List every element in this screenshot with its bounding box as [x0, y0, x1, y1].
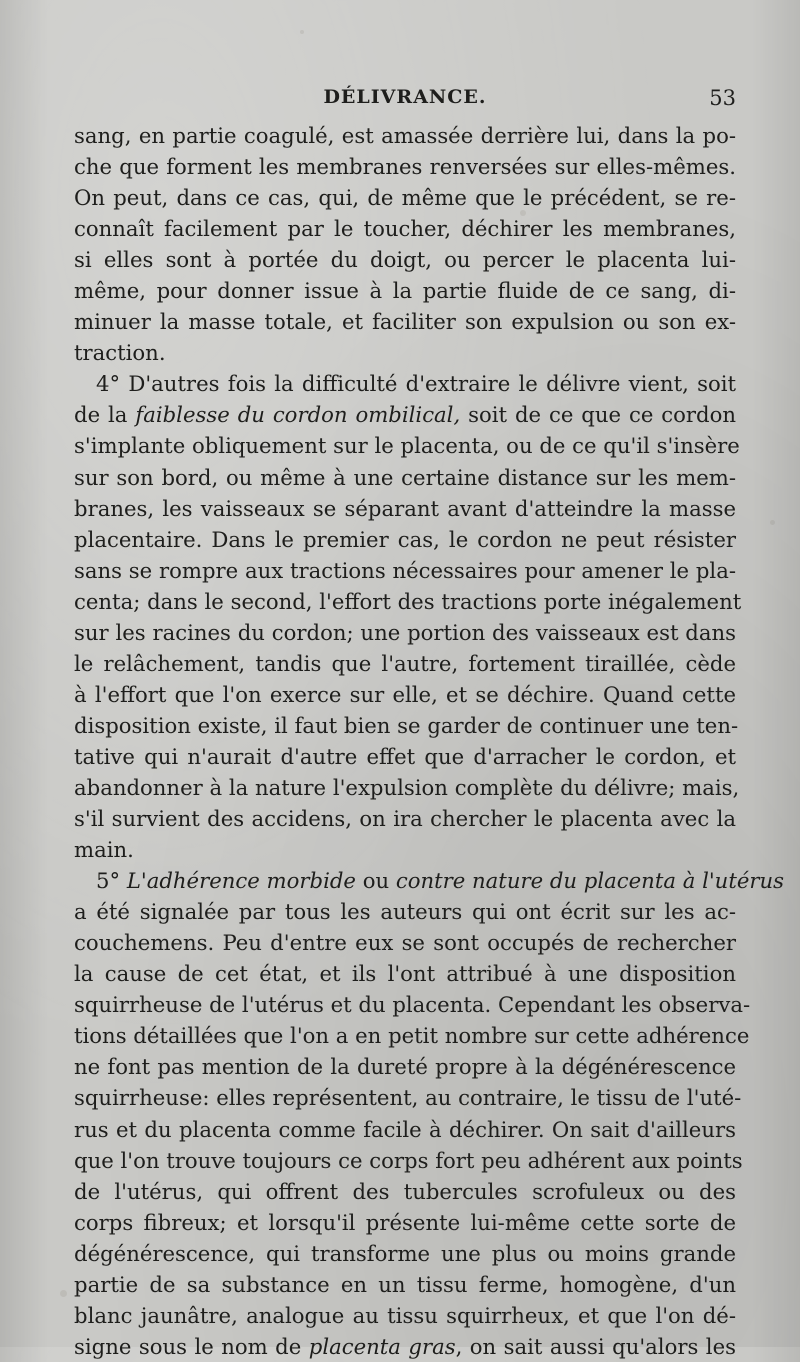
text-span: signe sous le nom de — [74, 1333, 309, 1359]
text-line: s'il survient des accidens, on ira chercher le placenta avec la — [74, 806, 736, 832]
paper-spot — [770, 520, 775, 525]
text-line: centa; dans le second, l'effort des tractions porte inégalement — [74, 588, 742, 614]
text-line: sur les racines du cordon; une portion des vaisseaux est dans — [74, 619, 736, 645]
text-line: minuer la masse totale, et faciliter son expulsion ou son ex- — [74, 309, 736, 335]
page-number: 53 — [709, 86, 736, 110]
text-line: On peut, dans ce cas, qui, de même que le précédent, se re- — [74, 185, 736, 211]
text-line: che que forment les membranes renversées sur elles-mêmes. — [74, 154, 736, 180]
text-line: le relâchement, tandis que l'autre, fortement tiraillée, cède — [74, 650, 736, 676]
text-line: branes, les vaisseaux se séparant avant d'atteindre la masse — [74, 495, 736, 521]
text-line: la cause de cet état, et ils l'ont attribué à une disposition — [74, 961, 736, 987]
paper-spot — [300, 30, 304, 34]
paper-spot — [60, 1290, 67, 1297]
text-line: ne font pas mention de la dureté propre à la dégénérescence — [74, 1054, 736, 1080]
text-span: soit de ce que ce cordon — [460, 402, 737, 428]
text-line: dégénérescence, qui transforme une plus ou moins grande — [74, 1240, 736, 1266]
text-line: tative qui n'aurait d'autre effet que d'arracher le cordon, et — [74, 743, 736, 769]
text-line: si elles sont à portée du doigt, ou percer le placenta lui- — [74, 247, 736, 273]
body-text — [74, 120, 785, 1362]
text-span: 5° — [96, 868, 127, 894]
text-line: couchemens. Peu d'entre eux se sont occupés de rechercher — [74, 930, 736, 956]
text-line: à l'effort que l'on exerce sur elle, et se déchire. Quand cette — [74, 681, 736, 707]
text-line: connaît facilement par le toucher, déchirer les membranes, — [74, 216, 736, 242]
italic-text: contre nature du placenta à l'utérus — [395, 868, 785, 894]
text-line: rus et du placenta comme facile à déchirer. On sait d'ailleurs — [74, 1116, 736, 1142]
italic-text: placenta gras — [308, 1333, 456, 1359]
text-line — [74, 1331, 736, 1362]
text-line: que l'on trouve toujours ce corps fort peu adhérent aux points — [74, 1147, 743, 1173]
running-title: DÉLIVRANCE. — [323, 86, 487, 108]
text-span: de la — [74, 402, 136, 428]
text-line: blanc jaunâtre, analogue au tissu squirrheux, et que l'on dé- — [74, 1302, 736, 1328]
text-line: partie de sa substance en un tissu ferme, homogène, d'un — [74, 1271, 736, 1297]
text-line: traction. — [74, 340, 166, 366]
text-line: disposition existe, il faut bien se garder de continuer une ten- — [74, 712, 739, 738]
text-line: main. — [74, 837, 134, 863]
text-line: sans se rompre aux tractions nécessaires pour amener le pla- — [74, 557, 736, 583]
text-line: squirrheuse de l'utérus et du placenta. Cependant les observa- — [74, 992, 751, 1018]
text-span: ou — [355, 868, 396, 894]
text-line: sang, en partie coagulé, est amassée derrière lui, dans la po- — [74, 123, 736, 148]
text-line: corps fibreux; et lorsqu'il présente lui-même cette sorte de — [74, 1209, 736, 1235]
text-line: même, pour donner issue à la partie fluide de ce sang, di- — [74, 278, 736, 304]
text-line: sur son bord, ou même à une certaine distance sur les mem- — [74, 464, 736, 490]
text-line: s'implante obliquement sur le placenta, ou de ce qu'il s'insère — [74, 433, 740, 459]
italic-text: L'adhérence morbide — [126, 868, 356, 894]
text-line: de l'utérus, qui offrent des tubercules scrofuleux ou des — [74, 1178, 736, 1204]
text-line: tions détaillées que l'on a en petit nombre sur cette adhérence — [74, 1023, 750, 1049]
text-line: placentaire. Dans le premier cas, le cordon ne peut résister — [74, 526, 736, 552]
text-line — [74, 865, 785, 896]
text-line — [74, 399, 736, 430]
text-span: , on sait aussi qu'alors les — [455, 1333, 736, 1359]
text-line: 4° D'autres fois la difficulté d'extraire le délivre vient, soit — [96, 371, 736, 397]
text-line: abandonner à la nature l'expulsion complète du délivre; mais, — [74, 774, 740, 800]
italic-text: faiblesse du cordon ombilical, — [135, 402, 461, 428]
text-line: a été signalée par tous les auteurs qui ont écrit sur les ac- — [74, 899, 736, 925]
running-head — [74, 86, 736, 116]
text-line: squirrheuse: elles représentent, au contraire, le tissu de l'uté- — [74, 1085, 742, 1111]
